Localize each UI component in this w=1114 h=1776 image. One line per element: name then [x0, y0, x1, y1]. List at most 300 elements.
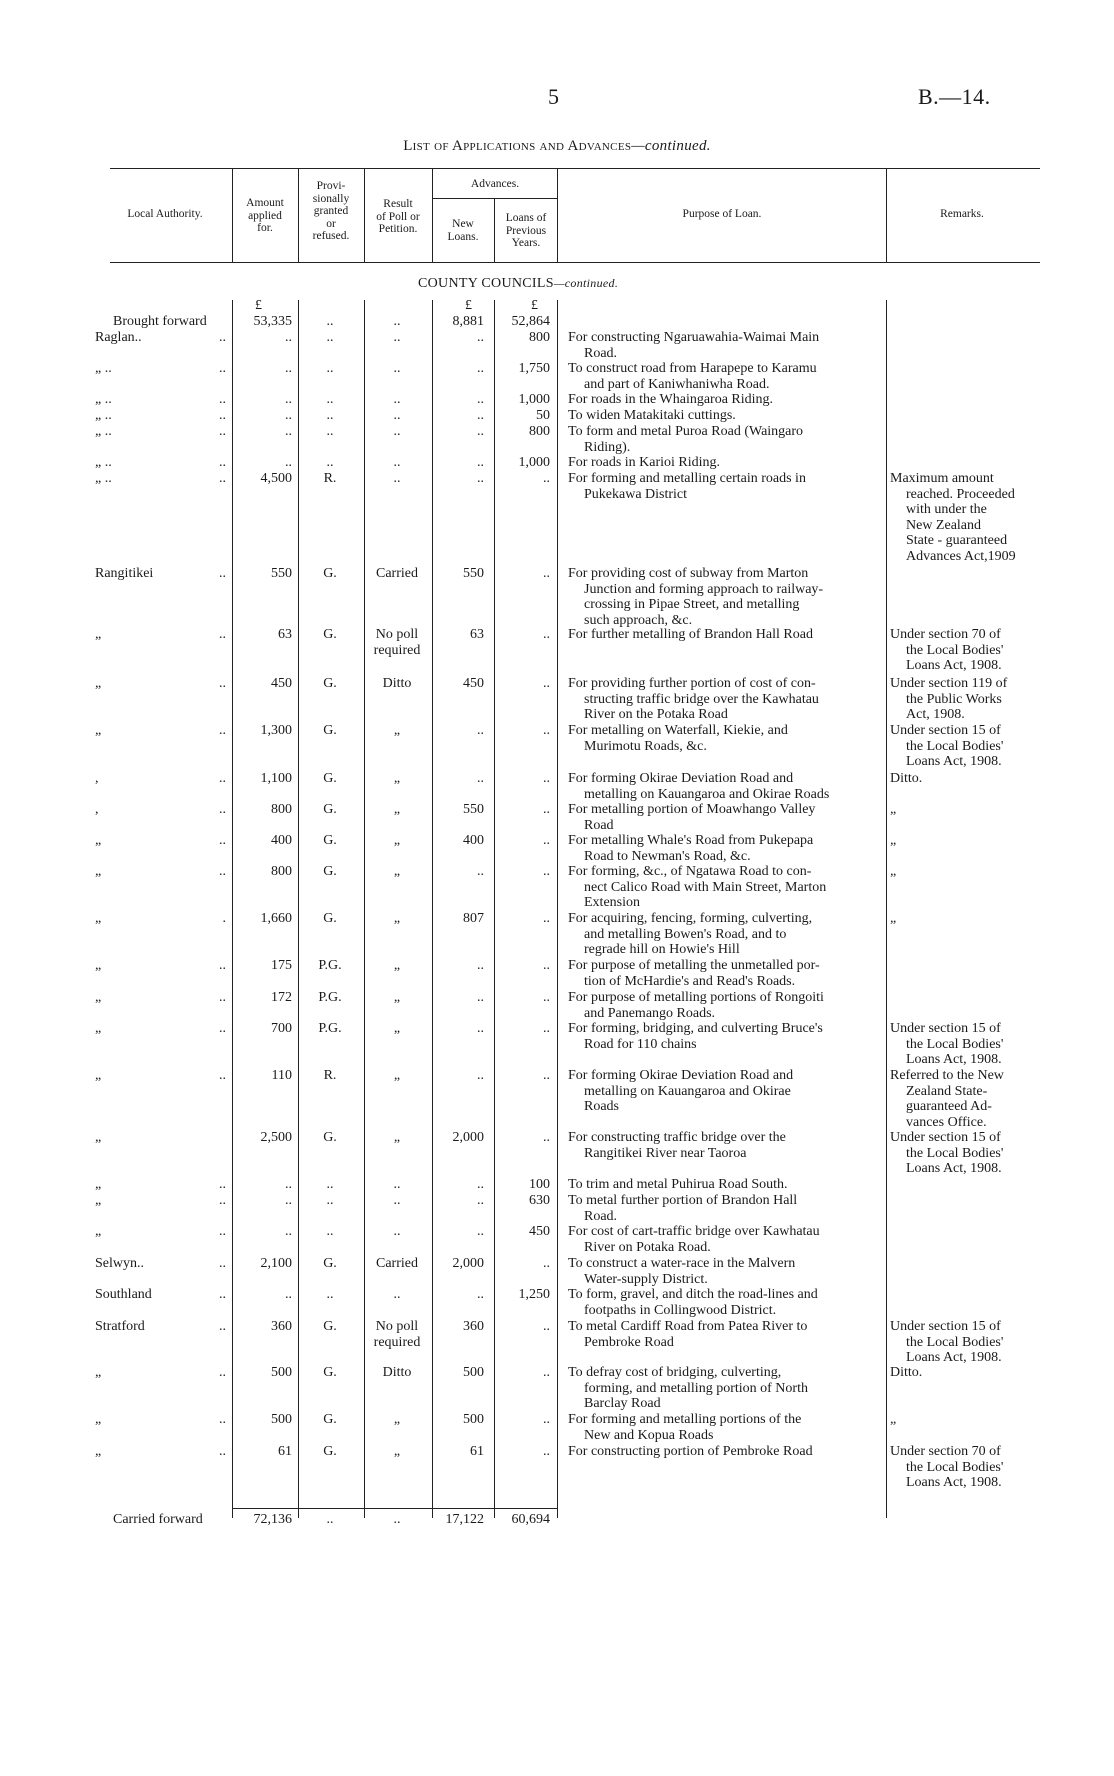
- purpose-line: For forming and metalling certain roads in: [568, 471, 806, 486]
- remark-line: „: [890, 864, 897, 879]
- purpose-line: Murimotu Roads, &c.: [584, 738, 707, 754]
- row-leader-dots: ..: [219, 471, 226, 486]
- row-authority: „: [95, 1068, 102, 1083]
- header-line: applied: [248, 209, 282, 222]
- row-amount: 61: [278, 1444, 292, 1459]
- currency-symbol: £: [255, 298, 262, 313]
- row-authority: „: [95, 1365, 102, 1380]
- remark-line: the Local Bodies': [906, 642, 1004, 658]
- section-name: COUNTY COUNCILS: [418, 276, 554, 291]
- row-new-loans: ..: [477, 1021, 484, 1036]
- purpose-line: Barclay Road: [584, 1396, 661, 1412]
- row-leader-dots: ..: [219, 723, 226, 738]
- page-number: 5: [548, 84, 559, 109]
- remark-line: Under section 119 of: [890, 676, 1008, 691]
- header-previous-years: [495, 212, 557, 250]
- remark-line: Under section 15 of: [890, 1130, 1001, 1145]
- remark-line: the Local Bodies': [906, 1145, 1004, 1161]
- row-amount: 550: [271, 566, 292, 581]
- row-result: Ditto: [382, 676, 412, 691]
- remark-line: Loans Act, 1908.: [906, 754, 1002, 770]
- row-leader-dots: ..: [219, 627, 226, 642]
- purpose-line: To trim and metal Puhirua Road South.: [568, 1177, 788, 1192]
- title-suffix: —continued.: [631, 138, 711, 154]
- row-previous-loans: 1,250: [518, 1287, 550, 1302]
- row-leader-dots: ..: [219, 1193, 226, 1208]
- row-amount: ..: [285, 1177, 292, 1192]
- row-previous-loans: ..: [543, 864, 550, 879]
- row-leader-dots: ..: [219, 802, 226, 817]
- row-provisional: G.: [323, 911, 337, 926]
- row-authority: „ ..: [95, 392, 112, 407]
- row-result: ..: [393, 424, 401, 439]
- row-provisional: ..: [326, 392, 334, 407]
- row-previous-loans: 1,750: [518, 361, 550, 376]
- row-authority: „: [95, 627, 102, 642]
- row-new-loans: 500: [463, 1412, 484, 1427]
- row-new-loans: ..: [477, 330, 484, 345]
- row-authority: „: [95, 1021, 102, 1036]
- header-line: Previous: [505, 224, 547, 237]
- remark-line: Under section 70 of: [890, 627, 1001, 642]
- row-previous-loans: 1,000: [518, 455, 550, 470]
- row-new-loans: ..: [477, 1224, 484, 1239]
- row-purpose: [568, 958, 876, 989]
- row-amount: ..: [285, 455, 292, 470]
- row-authority: „: [95, 864, 102, 879]
- row-remarks: [890, 1365, 1036, 1381]
- header-line: New: [452, 218, 474, 230]
- remark-line: Maximum amount: [890, 471, 994, 486]
- header-line: granted: [313, 205, 349, 217]
- purpose-line: To form and metal Puroa Road (Waingaro: [568, 424, 804, 439]
- row-amount: ..: [285, 424, 292, 439]
- remark-line: Referred to the New: [890, 1068, 1004, 1083]
- remark-line: the Local Bodies': [906, 1036, 1004, 1052]
- purpose-line: nect Calico Road with Main Street, Marton: [584, 879, 827, 895]
- purpose-line: Road to Newman's Road, &c.: [584, 848, 751, 864]
- purpose-line: To construct a water-race in the Malvern: [568, 1256, 796, 1271]
- header-line: sionally: [312, 192, 350, 205]
- currency-symbol: £: [531, 298, 538, 313]
- row-new-loans: 63: [470, 627, 484, 642]
- purpose-line: footpaths in Collingwood District.: [584, 1302, 777, 1318]
- purpose-line: New and Kopua Roads: [584, 1427, 714, 1443]
- row-authority: „ ..: [95, 455, 112, 470]
- row-authority: „: [95, 1412, 102, 1427]
- row-provisional: ..: [326, 1224, 334, 1239]
- brought-forward-prev: 52,864: [511, 314, 550, 329]
- remark-line: reached. Proceeded: [906, 486, 1015, 502]
- header-line: for.: [257, 222, 273, 234]
- row-provisional: G.: [323, 723, 337, 738]
- remark-line: „: [890, 911, 897, 926]
- row-result: No poll required: [373, 1319, 421, 1350]
- row-leader-dots: ..: [219, 330, 226, 345]
- row-provisional: G.: [323, 676, 337, 691]
- row-purpose: [568, 408, 876, 424]
- row-previous-loans: 630: [529, 1193, 550, 1208]
- purpose-line: such approach, &c.: [584, 612, 693, 628]
- row-provisional: ..: [326, 1193, 334, 1208]
- remark-line: Loans Act, 1908.: [906, 1475, 1002, 1491]
- brought-forward-prov: ..: [326, 314, 334, 329]
- remark-line: Loans Act, 1908.: [906, 1052, 1002, 1068]
- row-new-loans: ..: [477, 424, 484, 439]
- purpose-line: Road: [584, 817, 614, 833]
- row-previous-loans: ..: [543, 676, 550, 691]
- row-result: „: [393, 1412, 401, 1427]
- row-provisional: G.: [323, 566, 337, 581]
- purpose-line: For purpose of metalling portions of Rongoiti: [568, 990, 824, 1005]
- header-line: Provi-: [316, 180, 346, 192]
- row-leader-dots: ..: [219, 1256, 226, 1271]
- remark-line: the Local Bodies': [906, 738, 1004, 754]
- row-new-loans: 807: [463, 911, 484, 926]
- column-divider: [557, 300, 558, 1518]
- row-leader-dots: ..: [219, 676, 226, 691]
- row-purpose: [568, 1068, 876, 1115]
- row-new-loans: 400: [463, 833, 484, 848]
- remark-line: Loans Act, 1908.: [906, 1350, 1002, 1366]
- purpose-line: To metal further portion of Brandon Hall: [568, 1193, 798, 1208]
- purpose-line: To metal Cardiff Road from Patea River to: [568, 1319, 808, 1334]
- row-provisional: ..: [326, 424, 334, 439]
- row-remarks: [890, 864, 1036, 880]
- header-amount: [233, 197, 297, 235]
- row-previous-loans: ..: [543, 566, 550, 581]
- brought-forward-result: ..: [393, 314, 401, 329]
- row-previous-loans: 450: [529, 1224, 550, 1239]
- row-purpose: [568, 330, 876, 361]
- remark-line: Under section 70 of: [890, 1444, 1001, 1459]
- row-purpose: [568, 424, 876, 455]
- row-result: ..: [393, 330, 401, 345]
- row-new-loans: ..: [477, 455, 484, 470]
- purpose-line: For metalling Whale's Road from Pukepapa: [568, 833, 814, 848]
- row-remarks: [890, 833, 1036, 849]
- row-result: ..: [393, 1287, 401, 1302]
- purpose-line: For forming, &c., of Ngatawa Road to con-: [568, 864, 812, 879]
- row-amount: ..: [285, 1287, 292, 1302]
- row-result: „: [393, 911, 401, 926]
- header-provisionally: [299, 180, 363, 243]
- row-previous-loans: ..: [543, 1021, 550, 1036]
- purpose-line: crossing in Pipae Street, and metalling: [584, 597, 800, 613]
- row-purpose: [568, 1021, 876, 1052]
- row-previous-loans: ..: [543, 990, 550, 1005]
- row-previous-loans: 1,000: [518, 392, 550, 407]
- header-line: refused.: [312, 230, 350, 242]
- row-leader-dots: ..: [219, 408, 226, 423]
- remark-line: Loans Act, 1908.: [906, 658, 1002, 674]
- row-purpose: [568, 361, 876, 392]
- brought-forward-new: 8,881: [452, 314, 484, 329]
- row-result: „: [393, 833, 401, 848]
- row-remarks: [890, 627, 1036, 674]
- brought-forward-amount: 53,335: [253, 314, 292, 329]
- row-authority: „ ..: [95, 424, 112, 439]
- row-amount: 1,100: [260, 771, 292, 786]
- row-leader-dots: ..: [219, 455, 226, 470]
- row-authority: ,: [95, 802, 99, 817]
- row-provisional: G.: [323, 1130, 337, 1145]
- row-provisional: ..: [326, 408, 334, 423]
- row-result: ..: [393, 455, 401, 470]
- row-amount: ..: [285, 392, 292, 407]
- row-remarks: [890, 676, 1036, 723]
- purpose-line: To defray cost of bridging, culverting,: [568, 1365, 782, 1380]
- row-new-loans: 450: [463, 676, 484, 691]
- row-authority: „: [95, 1177, 102, 1192]
- row-previous-loans: ..: [543, 911, 550, 926]
- remark-line: Act, 1908.: [906, 707, 965, 723]
- purpose-line: regrade hill on Howie's Hill: [584, 942, 740, 958]
- row-previous-loans: ..: [543, 771, 550, 786]
- header-line: Petition.: [378, 223, 418, 235]
- row-authority: Selwyn..: [95, 1256, 144, 1271]
- row-amount: 500: [271, 1365, 292, 1380]
- row-authority: Stratford: [95, 1319, 145, 1334]
- row-new-loans: ..: [477, 361, 484, 376]
- row-previous-loans: ..: [543, 958, 550, 973]
- row-purpose: [568, 566, 876, 628]
- remark-line: „: [890, 1412, 897, 1427]
- header-line: Loans of: [505, 212, 547, 224]
- row-result: ..: [393, 1177, 401, 1192]
- row-authority: „: [95, 1444, 102, 1459]
- row-purpose: [568, 802, 876, 833]
- row-authority: „: [95, 723, 102, 738]
- row-result: „: [393, 990, 401, 1005]
- row-new-loans: ..: [477, 1287, 484, 1302]
- purpose-line: For forming Okirae Deviation Road and: [568, 771, 794, 786]
- row-provisional: G.: [323, 802, 337, 817]
- total-rule: [232, 1508, 557, 1509]
- purpose-line: To widen Matakitaki cuttings.: [568, 408, 736, 423]
- row-previous-loans: ..: [543, 1256, 550, 1271]
- carried-forward-prev: 60,694: [511, 1512, 550, 1527]
- row-amount: ..: [285, 330, 292, 345]
- column-divider: [886, 300, 887, 1518]
- row-result: ..: [393, 1193, 401, 1208]
- row-authority: Southland: [95, 1287, 152, 1302]
- purpose-line: River on Potaka Road.: [584, 1239, 711, 1255]
- row-remarks: [890, 1021, 1036, 1068]
- row-amount: 400: [271, 833, 292, 848]
- row-amount: 700: [271, 1021, 292, 1036]
- row-previous-loans: 100: [529, 1177, 550, 1192]
- row-provisional: P.G.: [318, 958, 342, 973]
- header-purpose: Purpose of Loan.: [682, 208, 762, 220]
- header-line: of Poll or: [376, 210, 420, 223]
- row-purpose: [568, 1256, 876, 1287]
- purpose-line: For constructing traffic bridge over the: [568, 1130, 786, 1145]
- row-result: „: [393, 802, 401, 817]
- row-result: ..: [393, 471, 401, 486]
- row-purpose: [568, 1177, 876, 1193]
- purpose-line: metalling on Kauangaroa and Okirae Roads: [584, 786, 830, 802]
- section-suffix: —continued.: [553, 276, 619, 290]
- row-previous-loans: ..: [543, 1319, 550, 1334]
- remark-line: vances Office.: [906, 1114, 987, 1130]
- carried-forward-amount: 72,136: [253, 1512, 292, 1527]
- header-line: Amount: [246, 197, 284, 209]
- row-result: „: [393, 1068, 401, 1083]
- row-amount: 172: [271, 990, 292, 1005]
- purpose-line: For further metalling of Brandon Hall Road: [568, 627, 813, 642]
- header-line: or: [326, 217, 336, 230]
- remark-line: the Public Works: [906, 691, 1002, 707]
- row-leader-dots: ..: [219, 392, 226, 407]
- carried-forward-result: ..: [393, 1512, 401, 1527]
- carried-forward-new: 17,122: [445, 1512, 484, 1527]
- row-leader-dots: ..: [219, 1365, 226, 1380]
- remark-line: the Local Bodies': [906, 1334, 1004, 1350]
- row-previous-loans: 800: [529, 330, 550, 345]
- row-authority: „: [95, 958, 102, 973]
- purpose-line: Pukekawa District: [584, 486, 688, 502]
- remark-line: Loans Act, 1908.: [906, 1161, 1002, 1177]
- row-new-loans: ..: [477, 1177, 484, 1192]
- row-previous-loans: 50: [536, 408, 550, 423]
- row-previous-loans: ..: [543, 471, 550, 486]
- row-leader-dots: ..: [219, 1412, 226, 1427]
- row-purpose: [568, 1130, 876, 1161]
- row-result: „: [393, 864, 401, 879]
- purpose-line: structing traffic bridge over the Kawhatau: [584, 691, 819, 707]
- purpose-line: and Panemango Roads.: [584, 1005, 716, 1021]
- purpose-line: Water-supply District.: [584, 1271, 708, 1287]
- title-lead: List of Applications and Advances: [403, 138, 632, 154]
- remark-line: „: [890, 833, 897, 848]
- row-purpose: [568, 1444, 876, 1460]
- row-result: ..: [393, 392, 401, 407]
- row-result: Ditto: [382, 1365, 412, 1380]
- row-provisional: G.: [323, 771, 337, 786]
- purpose-line: Rangitikei River near Taoroa: [584, 1145, 747, 1161]
- purpose-line: Road.: [584, 345, 618, 361]
- row-authority: „: [95, 1193, 102, 1208]
- row-amount: 110: [271, 1068, 292, 1083]
- row-remarks: [890, 471, 1036, 565]
- purpose-line: To form, gravel, and ditch the road-lines and: [568, 1287, 818, 1302]
- row-result: No poll required: [373, 627, 421, 658]
- row-purpose: [568, 864, 876, 911]
- remark-line: New Zealand: [906, 517, 982, 533]
- row-remarks: [890, 771, 1036, 787]
- row-leader-dots: ..: [219, 1224, 226, 1239]
- purpose-line: and part of Kaniwhaniwha Road.: [584, 376, 770, 392]
- purpose-line: For providing cost of subway from Marton: [568, 566, 809, 581]
- row-previous-loans: ..: [543, 1365, 550, 1380]
- row-provisional: ..: [326, 361, 334, 376]
- header-result: [365, 198, 431, 236]
- row-remarks: [890, 1319, 1036, 1366]
- row-provisional: G.: [323, 1412, 337, 1427]
- row-purpose: [568, 723, 876, 754]
- row-leader-dots: ..: [219, 864, 226, 879]
- row-leader-dots: ..: [219, 833, 226, 848]
- row-authority: „: [95, 676, 102, 691]
- currency-symbol: £: [465, 298, 472, 313]
- purpose-line: For metalling portion of Moawhango Valley: [568, 802, 816, 817]
- row-provisional: G.: [323, 1256, 337, 1271]
- row-provisional: G.: [323, 1365, 337, 1380]
- row-provisional: P.G.: [318, 990, 342, 1005]
- row-authority: „ ..: [95, 361, 112, 376]
- purpose-line: Road.: [584, 1208, 618, 1224]
- row-purpose: [568, 1287, 876, 1318]
- row-result: Carried: [376, 566, 418, 581]
- row-provisional: G.: [323, 627, 337, 642]
- row-new-loans: ..: [477, 471, 484, 486]
- purpose-line: metalling on Kauangaroa and Okirae: [584, 1083, 791, 1099]
- header-bottom-rule: [110, 262, 1040, 263]
- remark-line: Ditto.: [890, 1365, 923, 1380]
- row-provisional: ..: [326, 1177, 334, 1192]
- row-amount: 800: [271, 864, 292, 879]
- row-leader-dots: ..: [219, 1068, 226, 1083]
- row-remarks: [890, 723, 1036, 770]
- row-new-loans: ..: [477, 723, 484, 738]
- row-result: „: [393, 771, 401, 786]
- row-result: „: [393, 1130, 401, 1145]
- row-previous-loans: ..: [543, 802, 550, 817]
- row-provisional: ..: [326, 330, 334, 345]
- row-provisional: G.: [323, 864, 337, 879]
- row-amount: 2,500: [260, 1130, 292, 1145]
- row-remarks: [890, 1068, 1036, 1130]
- carried-forward-prov: ..: [326, 1512, 334, 1527]
- row-leader-dots: ..: [219, 424, 226, 439]
- row-leader-dots: ..: [219, 990, 226, 1005]
- purpose-line: For cost of cart-traffic bridge over Kawhatau: [568, 1224, 820, 1239]
- row-purpose: [568, 1365, 876, 1412]
- document-reference: B.—14.: [918, 84, 991, 109]
- remark-line: „: [890, 802, 897, 817]
- row-provisional: G.: [323, 1319, 337, 1334]
- remark-line: Under section 15 of: [890, 723, 1001, 738]
- row-provisional: R.: [323, 471, 337, 486]
- row-authority: „ ..: [95, 408, 112, 423]
- row-new-loans: 500: [463, 1365, 484, 1380]
- purpose-line: Road for 110 chains: [584, 1036, 697, 1052]
- row-leader-dots: ..: [219, 1319, 226, 1334]
- purpose-line: For acquiring, fencing, forming, culverting,: [568, 911, 813, 926]
- purpose-line: For providing further portion of cost of con-: [568, 676, 816, 691]
- page-title: [0, 138, 1114, 155]
- row-previous-loans: ..: [543, 627, 550, 642]
- row-authority: „ ..: [95, 471, 112, 486]
- row-provisional: ..: [326, 1287, 334, 1302]
- row-leader-dots: ..: [219, 1444, 226, 1459]
- row-new-loans: ..: [477, 958, 484, 973]
- row-new-loans: ..: [477, 864, 484, 879]
- purpose-line: tion of McHardie's and Read's Roads.: [584, 973, 796, 989]
- remark-line: guaranteed Ad-: [906, 1099, 992, 1115]
- row-amount: 500: [271, 1412, 292, 1427]
- section-title: [418, 276, 618, 292]
- row-authority: „: [95, 911, 102, 926]
- row-purpose: [568, 471, 876, 502]
- row-purpose: [568, 911, 876, 958]
- row-new-loans: 61: [470, 1444, 484, 1459]
- row-new-loans: ..: [477, 771, 484, 786]
- purpose-line: For roads in Karioi Riding.: [568, 455, 721, 470]
- row-previous-loans: 800: [529, 424, 550, 439]
- row-authority: „: [95, 1224, 102, 1239]
